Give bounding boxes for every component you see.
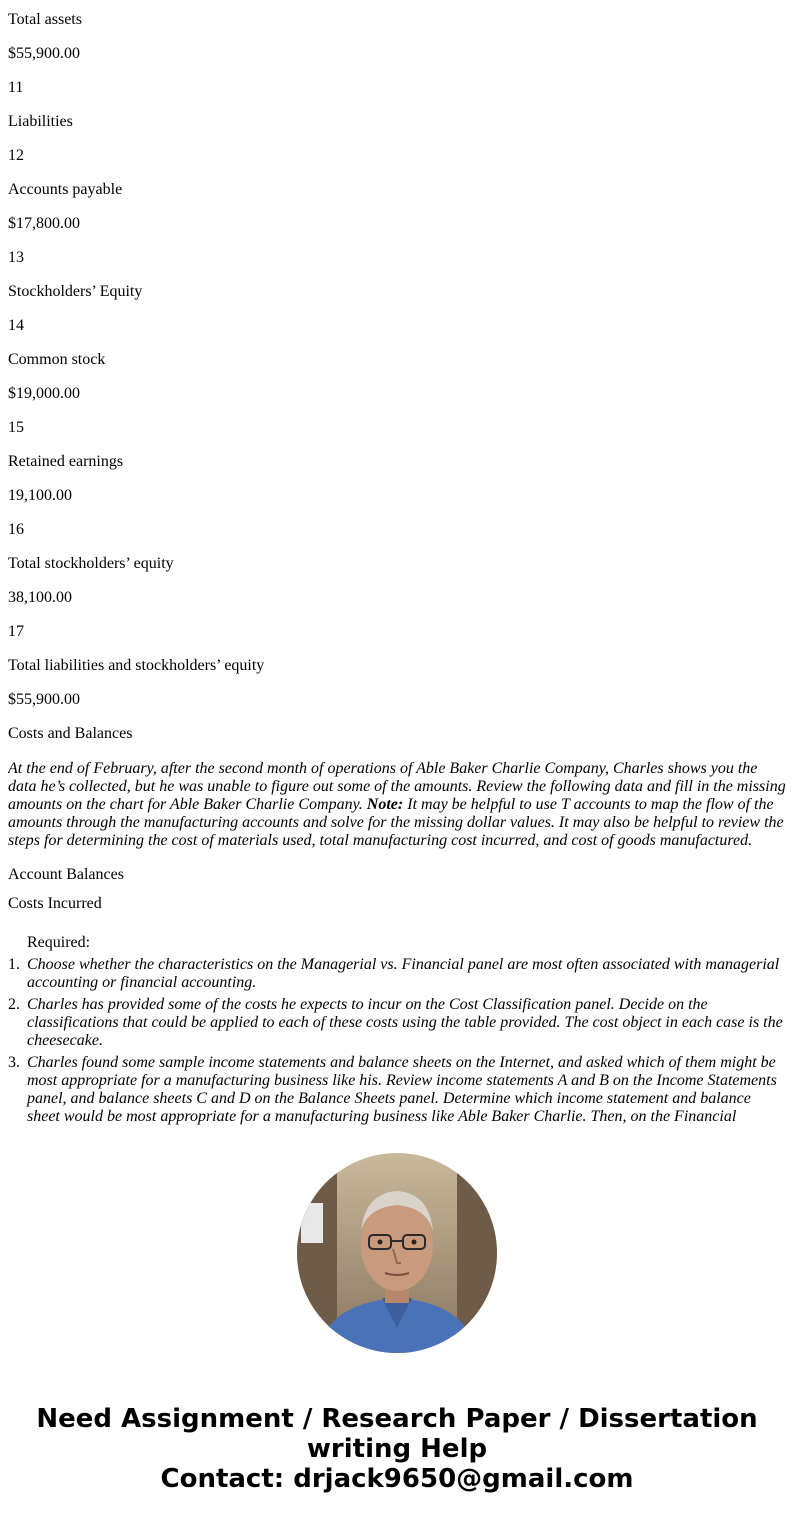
- total-stockholders-equity-value: 38,100.00: [8, 589, 72, 606]
- total-assets-label: Total assets: [8, 11, 82, 28]
- required-item-3: 3. Charles found some sample income statements and balance sheets on the Internet, and asked which of them might be most appropriate for a manufacturing business like his. Review income statements A and B on the Income Statements panel, and balance sheets C and D on the Balance Sheets panel. Determine which income statement and balance sheet would be most appropriate for a manufacturing business like Able Baker Charlie. Then, on the Financial: [8, 1054, 777, 1125]
- banner-line-2: writing Help: [306, 1434, 488, 1464]
- row-number-17: 17: [8, 623, 24, 640]
- avatar: [297, 1153, 497, 1353]
- costs-incurred-label: Costs Incurred: [8, 895, 102, 912]
- stockholders-equity-heading: Stockholders’ Equity: [8, 283, 143, 300]
- required-item-1: 1. Choose whether the characteristics on the Managerial vs. Financial panel are most often associated with managerial accounting or financial accounting.: [8, 956, 780, 991]
- total-stockholders-equity-label: Total stockholders’ equity: [8, 555, 174, 572]
- accounts-payable-label: Accounts payable: [8, 181, 123, 198]
- total-liabilities-equity-value: $55,900.00: [8, 691, 80, 708]
- retained-earnings-value: 19,100.00: [8, 487, 72, 504]
- document-content: [8, 0, 786, 1126]
- common-stock-value: $19,000.00: [8, 385, 80, 402]
- note-label: Note:: [366, 796, 404, 813]
- row-number-12: 12: [8, 147, 24, 164]
- liabilities-heading: Liabilities: [8, 113, 73, 130]
- row-number-14: 14: [8, 317, 24, 334]
- required-list: [8, 918, 786, 1126]
- account-balances-label: Account Balances: [8, 866, 124, 883]
- row-number-16: 16: [8, 521, 24, 538]
- row-number-15: 15: [8, 419, 24, 436]
- banner-line-1: Need Assignment / Research Paper / Dissertation: [36, 1404, 758, 1434]
- required-heading: Required:: [27, 934, 91, 951]
- banner-line-3: Contact: drjack9650@gmail.com: [160, 1464, 634, 1494]
- total-assets-value: $55,900.00: [8, 45, 80, 62]
- intro-text-before-note: At the end of February, after the second month of operations of Able Baker Charlie Company, Charles shows you the data he’s collected, but he was unable to figure out some of the amounts. Review the following data and fill in the missing amounts on the chart for Able Baker Charlie Company.: [8, 760, 786, 813]
- contact-banner: [0, 1404, 794, 1494]
- retained-earnings-label: Retained earnings: [8, 453, 124, 470]
- row-number-13: 13: [8, 249, 24, 266]
- required-item-2: 2. Charles has provided some of the costs he expects to incur on the Cost Classification panel. Decide on the classifications that could be applied to each of these costs using the table provided. The cost object in each case is the cheesecake.: [8, 996, 783, 1049]
- intro-text-after-note: It may be helpful to use T accounts to map the flow of the amounts through the manufacturing accounts and solve for the missing dollar values. It may also be helpful to review the steps for determining the cost of materials used, total manufacturing cost incurred, and cost of goods manufactured.: [8, 796, 784, 849]
- portrait-image: [297, 1153, 497, 1353]
- common-stock-label: Common stock: [8, 351, 106, 368]
- total-liabilities-equity-label: Total liabilities and stockholders’ equity: [8, 657, 265, 674]
- row-number-11: 11: [8, 79, 24, 96]
- intro-paragraph: [8, 748, 786, 850]
- accounts-payable-value: $17,800.00: [8, 215, 80, 232]
- costs-and-balances-heading: Costs and Balances: [8, 725, 133, 742]
